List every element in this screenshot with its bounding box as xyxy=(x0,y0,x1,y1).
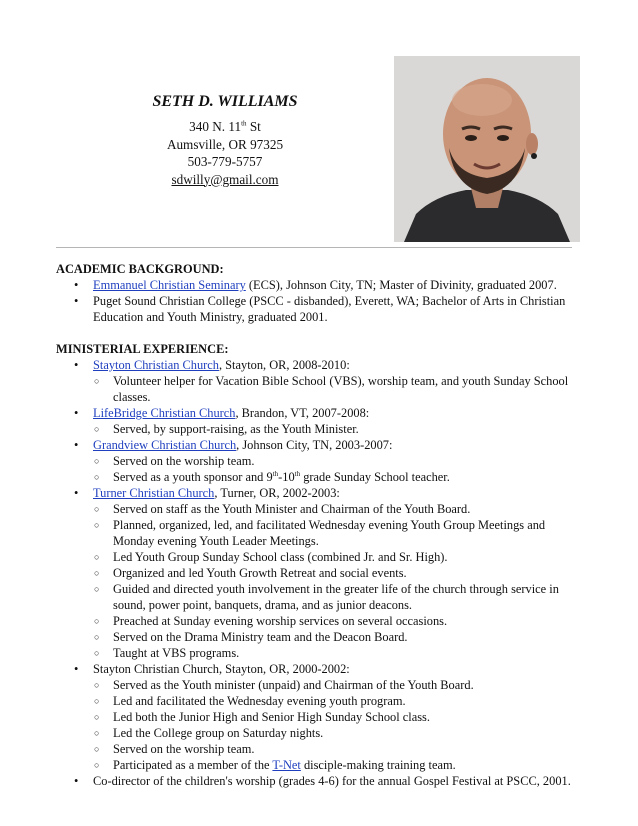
academic-section-title: ACADEMIC BACKGROUND: xyxy=(56,262,224,276)
lifebridge-church-link[interactable]: LifeBridge Christian Church xyxy=(93,406,236,420)
sub-item: ○ Preached at Sunday evening worship services on several occasions. xyxy=(93,613,576,629)
city-state-zip: Aumsville, OR 97325 xyxy=(166,136,284,152)
stayton-church-link[interactable]: Stayton Christian Church xyxy=(93,358,219,372)
sub-item: ○ Volunteer helper for Vacation Bible School (VBS), worship team, and youth Sunday School classes. xyxy=(93,373,576,405)
sub-item: ○ Served on the Drama Ministry team and the Deacon Board. xyxy=(93,629,576,645)
academic-list xyxy=(56,277,576,325)
sub-item: ○ Participated as a member of the T-Net disciple-making training team. xyxy=(93,757,576,773)
seminary-link[interactable]: Emmanuel Christian Seminary xyxy=(93,278,246,292)
sub-item: ○ Led both the Junior High and Senior High Sunday School class. xyxy=(93,709,576,725)
list-item: • Emmanuel Christian Seminary (ECS), Johnson City, TN; Master of Divinity, graduated 2007. xyxy=(56,277,576,293)
sub-item: ○ Served, by support-raising, as the Youth Minister. xyxy=(93,421,576,437)
sub-item: ○ Led the College group on Saturday nights. xyxy=(93,725,576,741)
list-item: • LifeBridge Christian Church, Brandon, VT, 2007-2008: ○ Served, by support-raising, as the Youth Minister. xyxy=(56,405,576,437)
list-item: • Grandview Christian Church, Johnson City, TN, 2003-2007: ○ Served on the worship team. ○ Served as a youth sponsor and 9th-10th grade Sunday School teacher. xyxy=(56,437,576,485)
sub-item: ○ Led Youth Group Sunday School class (combined Jr. and Sr. High). xyxy=(93,549,576,565)
list-item: • Turner Christian Church, Turner, OR, 2002-2003: ○ Served on staff as the Youth Minister and Chairman of the Youth Board. ○ Planned, organized, led, and facilitated Wednesday evening Youth Group Meetings and Monday evening Youth Leader Meetings. ○ Led Youth Group Sunday School class (combined Jr. and Sr. High). ○ Organized and led Youth Growth Retreat and social events. ○ Guided and directed youth involvement in the greater life of the church through service in sound, power point, banquets, drama, and as junior deacons. ○ Preached at Sunday evening worship services on several occasions. ○ Served on the Drama Ministry team and the Deacon Board. ○ Taught at VBS programs. xyxy=(56,485,576,661)
portrait-illustration xyxy=(394,56,580,242)
applicant-name: SETH D. WILLIAMS xyxy=(152,93,298,110)
email-link[interactable]: sdwilly@gmail.com xyxy=(171,171,279,187)
profile-photo xyxy=(394,56,580,242)
list-item: • Stayton Christian Church, Stayton, OR, 2000-2002: ○ Served as the Youth minister (unpaid) and Chairman of the Youth Board. ○ Led and facilitated the Wednesday evening youth program. ○ Led both the Junior High and Senior High Sunday School class. ○ Led the College group on Saturday nights. ○ Served on the worship team. ○ Participated as a member of the T-Net disciple-making training team. xyxy=(56,661,576,773)
list-item: • Puget Sound Christian College (PSCC - disbanded), Everett, WA; Bachelor of Arts in Christian Education and Youth Ministry, graduated 2001. xyxy=(56,293,576,325)
sub-item: ○ Served as the Youth minister (unpaid) and Chairman of the Youth Board. xyxy=(93,677,576,693)
contact-header xyxy=(120,92,330,188)
header-divider xyxy=(56,247,572,248)
sub-item: ○ Guided and directed youth involvement in the greater life of the church through service in sound, power point, banquets, drama, and as junior deacons. xyxy=(93,581,576,613)
sub-item: ○ Planned, organized, led, and facilitated Wednesday evening Youth Group Meetings and Monday evening Youth Leader Meetings. xyxy=(93,517,576,549)
street-address: 340 N. 11th St xyxy=(189,119,261,134)
sub-item: ○ Served as a youth sponsor and 9th-10th grade Sunday School teacher. xyxy=(93,469,576,485)
list-item: • Stayton Christian Church, Stayton, OR, 2008-2010: ○ Volunteer helper for Vacation Bible School (VBS), worship team, and youth Sunday School classes. xyxy=(56,357,576,405)
resume-body xyxy=(56,261,576,789)
tnet-link[interactable]: T-Net xyxy=(272,758,301,772)
sub-item: ○ Served on the worship team. xyxy=(93,453,576,469)
grandview-church-link[interactable]: Grandview Christian Church xyxy=(93,438,237,452)
sub-item: ○ Organized and led Youth Growth Retreat and social events. xyxy=(93,565,576,581)
phone-number: 503-779-5757 xyxy=(187,154,263,169)
sub-item: ○ Taught at VBS programs. xyxy=(93,645,576,661)
sub-item: ○ Led and facilitated the Wednesday evening youth program. xyxy=(93,693,576,709)
turner-church-link[interactable]: Turner Christian Church xyxy=(93,486,215,500)
sub-item: ○ Served on staff as the Youth Minister and Chairman of the Youth Board. xyxy=(93,501,576,517)
sub-item: ○ Served on the worship team. xyxy=(93,741,576,757)
ministerial-list xyxy=(56,357,576,789)
ministerial-section-title: MINISTERIAL EXPERIENCE: xyxy=(56,342,229,356)
list-item: • Co-director of the children's worship (grades 4-6) for the annual Gospel Festival at PSCC, 2001. xyxy=(56,773,576,789)
